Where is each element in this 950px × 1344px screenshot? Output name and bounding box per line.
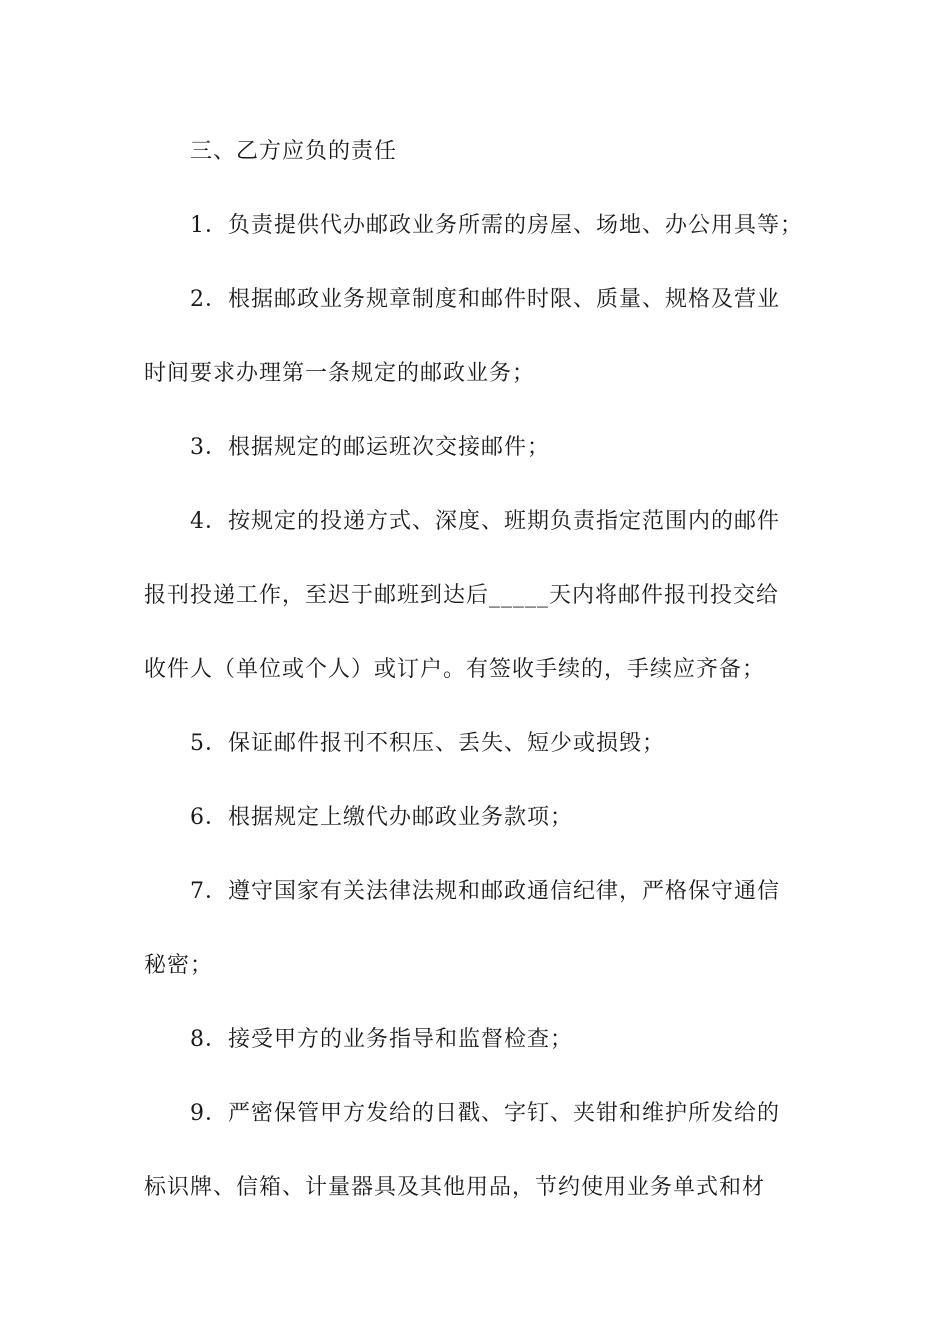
paragraph-line: 7．遵守国家有关法律法规和邮政通信纪律，严格保守通信	[190, 879, 780, 904]
paragraph-line: 1．负责提供代办邮政业务所需的房屋、场地、办公用具等；	[190, 213, 803, 238]
paragraph-line: 报刊投递工作，至迟于邮班到达后_____天内将邮件报刊投交给	[144, 583, 780, 608]
paragraph-line: 秘密；	[144, 953, 214, 978]
paragraph-line: 2．根据邮政业务规章制度和邮件时限、质量、规格及营业	[190, 287, 780, 312]
paragraph-line: 标识牌、信箱、计量器具及其他用品，节约使用业务单式和材	[144, 1175, 766, 1200]
paragraph-line: 6．根据规定上缴代办邮政业务款项；	[190, 805, 573, 830]
paragraph-line: 3．根据规定的邮运班次交接邮件；	[190, 435, 550, 460]
paragraph-line: 4．按规定的投递方式、深度、班期负责指定范围内的邮件	[190, 509, 780, 534]
section-heading: 三、乙方应负的责任	[190, 139, 398, 164]
paragraph-line: 8．接受甲方的业务指导和监督检查；	[190, 1027, 573, 1052]
paragraph-line: 9．严密保管甲方发给的日戳、字钉、夹钳和维护所发给的	[190, 1101, 780, 1126]
paragraph-line: 收件人（单位或个人）或订户。有签收手续的，手续应齐备；	[144, 657, 766, 682]
paragraph-line: 5．保证邮件报刊不积压、丢失、短少或损毁；	[190, 731, 665, 756]
paragraph-line: 时间要求办理第一条规定的邮政业务；	[144, 361, 536, 386]
section-body	[144, 130, 814, 1240]
